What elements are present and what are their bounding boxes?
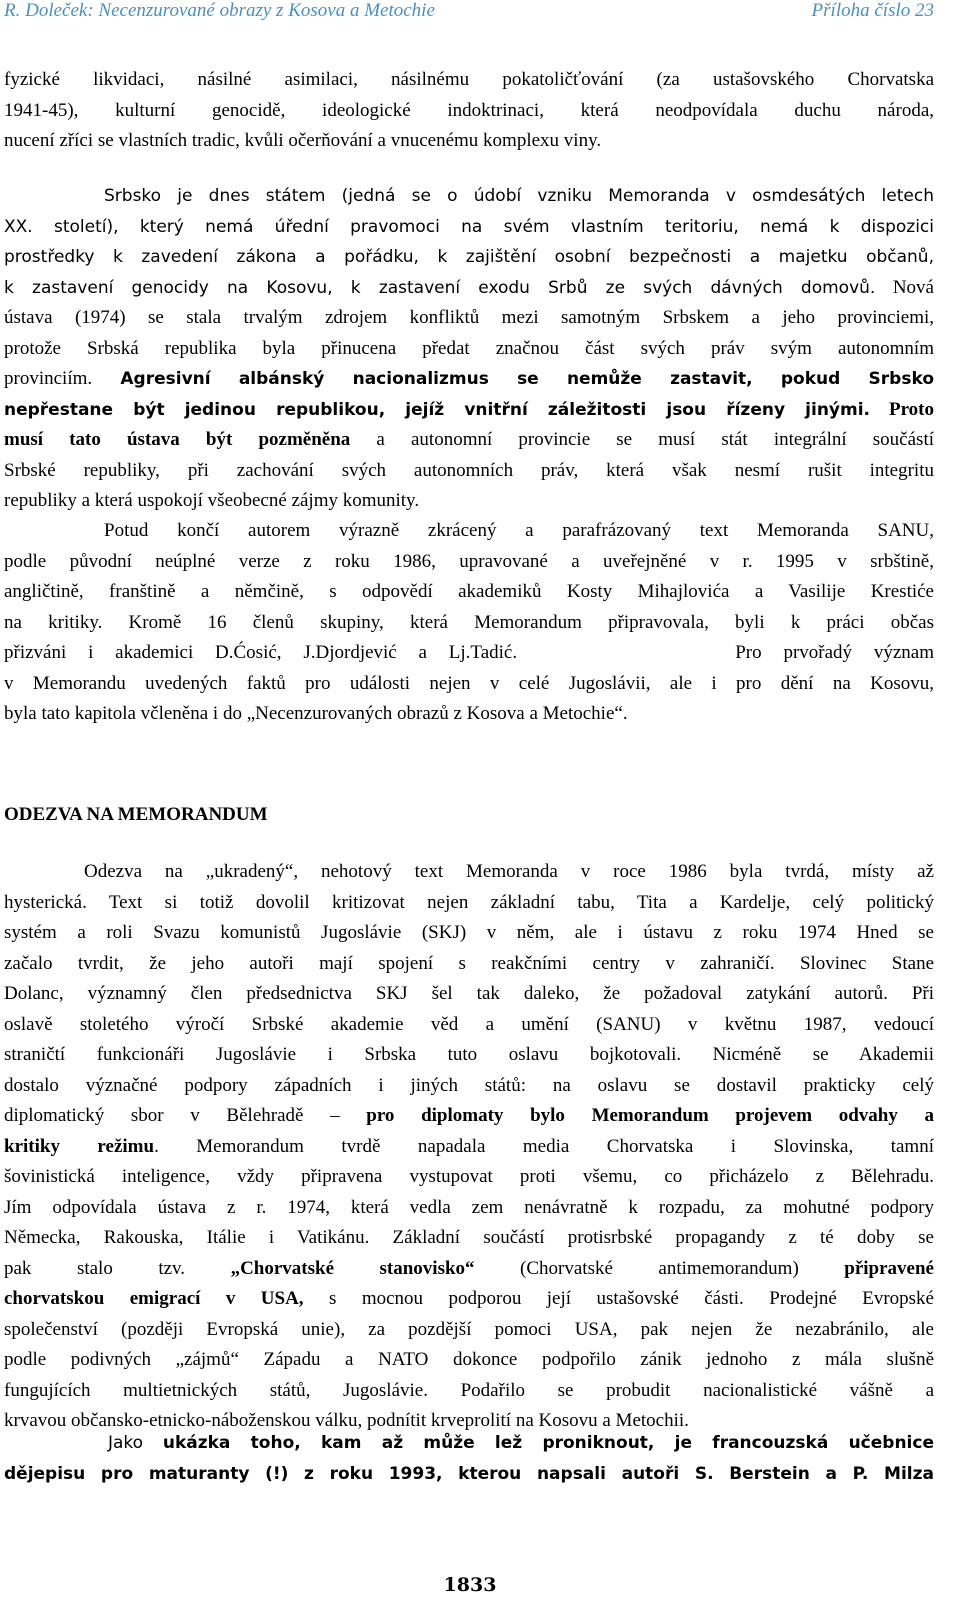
text-line: kritiky režimu. Memorandum tvrdě napadala media Chorvatska i Slovinska, tamní (4, 1135, 934, 1157)
page-header (4, 0, 934, 24)
text-line: v Memorandu uvedených faktů pro události nejen v celé Jugoslávii, ale i pro dění na Kosovu, (4, 672, 934, 694)
text-line: Jako ukázka toho, kam až může lež proniknout, je francouzská učebnice (108, 1433, 934, 1453)
text-line: nucení zříci se vlastních tradic, kvůli očerňování a vnucenému komplexu viny. (4, 130, 602, 151)
text-line: podle původní neúplné verze z roku 1986, upravované a uveřejněné v r. 1995 v srbštině, (4, 550, 934, 572)
text-line: 1941-45), kulturní genocidě, ideologické indoktrinaci, která neodpovídala duchu národa, (4, 99, 934, 121)
text-line: protože Srbská republika byla přinucena předat značnou část svých práv svým autonomním (4, 337, 934, 359)
text-line: republiky a která uspokojí všeobecné zájmy komunity. (4, 490, 420, 511)
text-line: šovinistická inteligence, vždy připravena vystupovat proti všemu, co přicházelo z Bělehradu. (4, 1166, 934, 1187)
page-number: 1833 (443, 1574, 497, 1596)
text-line: provinciím. Agresivní albánský nacionalizmus se nemůže zastavit, pokud Srbsko (4, 368, 934, 389)
text-line: dějepisu pro maturanty (!) z roku 1993, kterou napsali autoři S. Berstein a P. Milza (4, 1463, 934, 1484)
text-line: začalo tvrdit, že jeho autoři mají spojení s reakčními centry v zahraničí. Slovinec Stane (4, 952, 934, 974)
text-line: straničtí funkcionáři Jugoslávie i Srbska tuto oslavu bojkotovali. Nicméně se Akademii (4, 1044, 934, 1065)
text-line: dostalo význačné podpory západních i jiných států: na oslavu se dostavil prakticky celý (4, 1074, 934, 1096)
paragraph-4 (4, 857, 934, 1437)
text-line: Srbsko je dnes státem (jedná se o údobí vzniku Memoranda v osmdesátých letech (104, 186, 934, 206)
paragraph-3 (4, 516, 934, 730)
text-line: Jím odpovídala ústava z r. 1974, která vedla zem nenávratně k rozpadu, za mohutné podpory (4, 1196, 934, 1218)
text-line: pak stalo tzv. „Chorvatské stanovisko“ (Chorvatské antimemorandum) připravené (4, 1257, 934, 1279)
text-line: Odezva na „ukradený“, nehotový text Memoranda v roce 1986 byla tvrdá, místy až (84, 861, 934, 882)
text-line: Srbské republiky, při zachování svých autonomních práv, která však nesmí rušit integritu (4, 459, 934, 481)
text-line: ústava (1974) se stala trvalým zdrojem konfliktů mezi samotným Srbskem a jeho provinciemi, (4, 307, 934, 328)
text-line: krvavou občansko-etnicko-náboženskou válku, podnítit krveprolití na Kosovu a Metochii. (4, 1410, 689, 1431)
text-line: byla tato kapitola včleněna i do „Necenzurovaných obrazů z Kosova a Metochie“. (4, 703, 628, 724)
header-title: R. Doleček: Necenzurované obrazy z Kosova a Metochie (4, 0, 435, 21)
text-line: na kritiky. Kromě 16 členů skupiny, která Memorandum připravovala, byli k práci občas (4, 611, 934, 633)
text-line: XX. století), který nemá úřední pravomoci na svém vlastním teritoriu, nemá k dispozici (4, 216, 934, 237)
text-line: nepřestane být jedinou republikou, jejíž vnitřní záležitosti jsou řízeny jinými. Proto (4, 398, 934, 420)
section-heading: ODEZVA NA MEMORANDUM (4, 804, 268, 825)
text-line: k zastavení genocidy na Kosovu, k zastavení exodu Srbů ze svých dávných domovů. Nová (4, 276, 934, 298)
text-line: hysterická. Text si totiž dovolil kritizovat nejen základní tabu, Tita a Kardelje, celý politický (4, 891, 934, 913)
text-line: oslavě stoletého výročí Srbské akademie věd a umění (SANU) v květnu 1987, vedoucí (4, 1013, 934, 1035)
paragraph-2 (4, 181, 934, 517)
text-line: angličtině, franštině a němčině, s odpovědí akademiků Kosty Mihajlovića a Vasilije Krestiće (4, 581, 934, 602)
text-line: chorvatskou emigrací v USA, s mocnou podporou její ustašovské části. Prodejné Evropské (4, 1288, 934, 1309)
text-line: fungujících multietnických států, Jugoslávie. Podařilo se probudit nacionalistické vášně a (4, 1379, 934, 1401)
text-line: musí tato ústava být pozměněna a autonomní provincie se musí stát integrální součástí (4, 429, 934, 450)
text-line: Dolanc, významný člen předsednictva SKJ šel tak daleko, že požadoval zatykání autorů. Při (4, 983, 934, 1004)
text-line: systém a roli Svazu komunistů Jugoslávie (SKJ) v něm, ale i ústavu z roku 1974 Hned se (4, 922, 934, 943)
text-line: Německa, Rakouska, Itálie i Vatikánu. Základní součástí protisrbské propagandy z té doby se (4, 1227, 934, 1248)
paragraph-5 (4, 1428, 934, 1489)
text-line: Potud končí autorem výrazně zkrácený a parafrázovaný text Memoranda SANU, (104, 520, 934, 541)
text-line: společenství (později Evropská unie), za pozdější pomoci USA, pak nejen že nezabránilo, ale (4, 1318, 934, 1340)
text-line: prostředky k zavedení zákona a pořádku, k zajištění osobní bezpečnosti a majetku občanů, (4, 247, 934, 267)
paragraph-1 (4, 65, 934, 157)
text-line: fyzické likvidaci, násilné asimilaci, násilnému pokatoličťování (za ustašovského Chorvatska (4, 69, 934, 90)
text-line: přizváni i akademici D.Ćosić, J.Djordjević a Lj.Tadić. Pro prvořadý význam (4, 642, 934, 663)
header-appendix: Příloha číslo 23 (811, 0, 934, 21)
text-line: diplomatický sbor v Bělehradě – pro diplomaty bylo Memorandum projevem odvahy a (4, 1105, 934, 1126)
text-line: podle podivných „zájmů“ Západu a NATO dokonce podpořilo zánik jednoho z mála slušně (4, 1349, 934, 1370)
